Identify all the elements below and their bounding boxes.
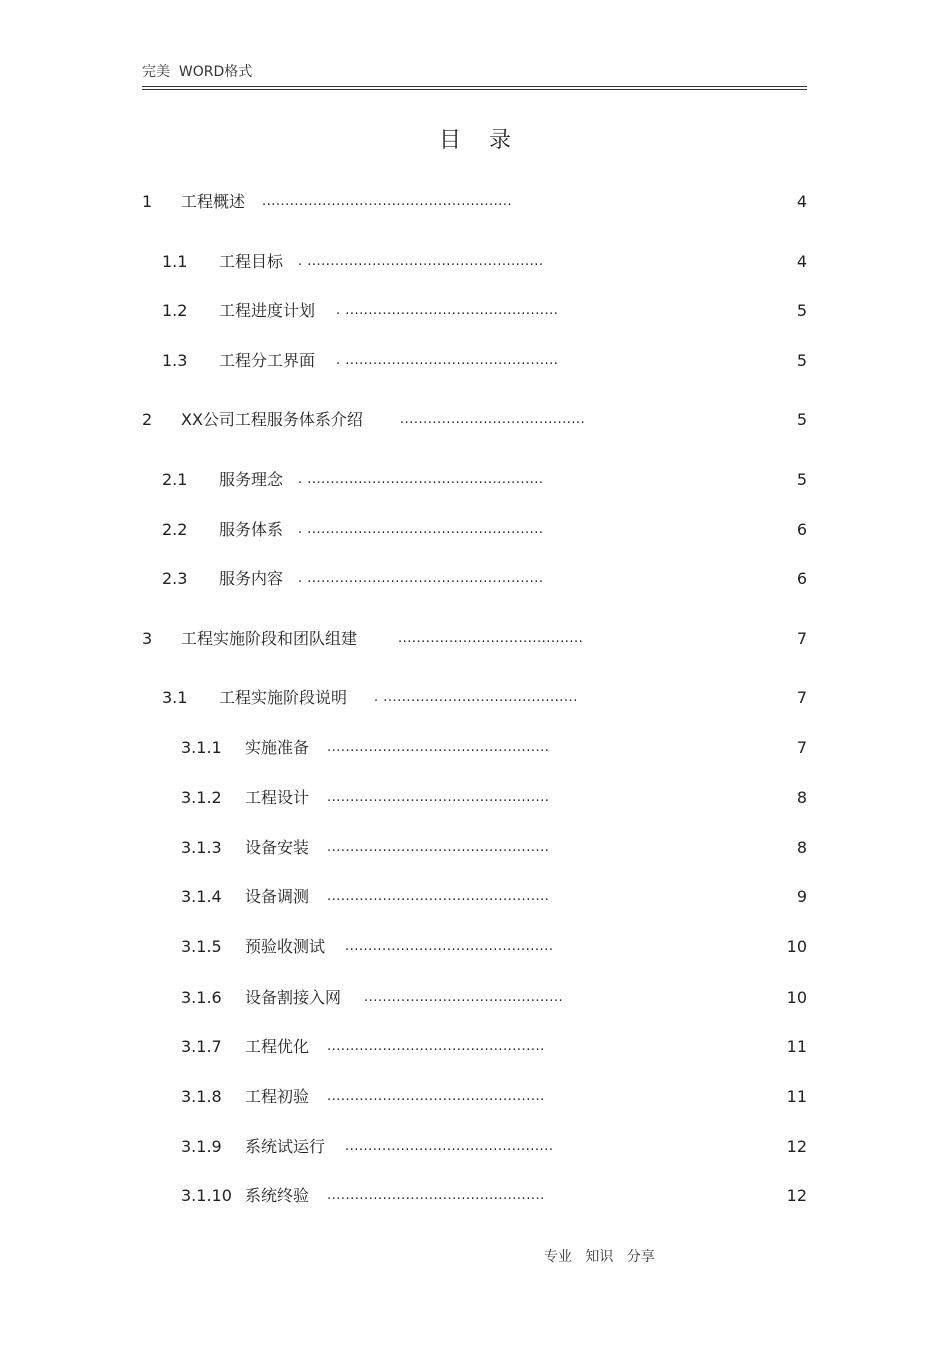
toc-entry-page: 8 (796, 838, 807, 857)
toc-entry[interactable] (0, 836, 950, 860)
toc-entry-page: 5 (796, 470, 807, 489)
toc-entry-title: 工程概述 (181, 192, 246, 211)
toc-entry-page: 11 (786, 1037, 807, 1056)
toc-entry-number: 3.1.4 (181, 887, 222, 906)
toc-entry-page: 5 (796, 301, 807, 320)
toc-entry-title: 系统终验 (245, 1186, 310, 1205)
toc-title: 目录 (438, 128, 539, 153)
toc-entry-number: 3.1.5 (181, 937, 222, 956)
toc-entry-number: 1.2 (162, 301, 188, 320)
toc-entry[interactable] (0, 250, 950, 274)
toc-entry-page: 7 (796, 738, 807, 757)
toc-entry-title: 服务体系 (219, 520, 284, 539)
toc-entry[interactable] (0, 1035, 950, 1059)
toc-entry-title: 设备调测 (245, 887, 310, 906)
toc-entry[interactable] (0, 786, 950, 810)
toc-entry-title: 工程目标 (219, 252, 284, 271)
toc-entry-title: XX公司工程服务体系介绍 (181, 410, 363, 429)
toc-entry[interactable] (0, 986, 950, 1010)
toc-entry-page: 11 (786, 1087, 807, 1106)
toc-entry-leader: . ................................................... (298, 571, 544, 586)
toc-entry-title: 工程进度计划 (219, 301, 316, 320)
toc-entry-title: 工程初验 (245, 1087, 310, 1106)
toc-entry-leader: . ................................................... (298, 254, 544, 269)
toc-entry-leader: . .............................................. (336, 353, 559, 368)
toc-entry-number: 2 (142, 410, 153, 429)
toc-entry[interactable] (0, 468, 950, 492)
toc-entry-leader: ............................................. (345, 939, 554, 954)
header-rule (142, 86, 807, 90)
toc-entry-page: 4 (796, 192, 807, 211)
toc-entry-number: 3 (142, 629, 153, 648)
toc-entry-number: 3.1.3 (181, 838, 222, 857)
toc-entry[interactable] (0, 736, 950, 760)
toc-entry-number: 3.1.7 (181, 1037, 222, 1056)
toc-entry[interactable] (0, 1184, 950, 1208)
toc-entry-page: 10 (786, 937, 807, 956)
toc-entry-page: 4 (796, 252, 807, 271)
toc-entry-page: 8 (796, 788, 807, 807)
toc-entry-title: 工程优化 (245, 1037, 310, 1056)
toc-entry-number: 3.1.1 (181, 738, 222, 757)
toc-entry-page: 7 (796, 688, 807, 707)
toc-entry-leader: ............................................... (327, 1039, 545, 1054)
toc-entry[interactable] (0, 567, 950, 591)
toc-entry-page: 6 (796, 520, 807, 539)
toc-entry[interactable] (0, 885, 950, 909)
toc-entry-leader: ................................................ (327, 790, 550, 805)
toc-entry-page: 12 (786, 1186, 807, 1205)
toc-entry-leader: ............................................... (327, 1188, 545, 1203)
toc-entry-leader: ............................................... (327, 1089, 545, 1104)
toc-entry-title: 工程实施阶段说明 (219, 688, 348, 707)
toc-entry-title: 服务内容 (219, 569, 284, 588)
toc-entry-number: 3.1.2 (181, 788, 222, 807)
toc-entry-title: 设备安装 (245, 838, 310, 857)
toc-entry-page: 6 (796, 569, 807, 588)
toc-entry[interactable] (0, 1135, 950, 1159)
toc-entry-number: 2.2 (162, 520, 188, 539)
toc-entry-title: 实施准备 (245, 738, 310, 757)
toc-entry-leader: . ................................................... (298, 472, 544, 487)
header-text: 完美 WORD格式 (142, 64, 253, 80)
toc-entry[interactable] (0, 686, 950, 710)
toc-entry-number: 3.1.8 (181, 1087, 222, 1106)
toc-entry-leader: ........................................... (364, 990, 564, 1005)
toc-entry[interactable] (0, 627, 950, 651)
toc-entry-leader: . .......................................... (374, 690, 578, 705)
footer-text: 专业 知识 分享 (544, 1249, 655, 1265)
toc-entry-title: 预验收测试 (245, 937, 326, 956)
toc-entry-leader: ........................................ (398, 631, 584, 646)
toc-entry-title: 工程设计 (245, 788, 310, 807)
toc-entry-leader: ................................................ (327, 889, 550, 904)
toc-entry-leader: . .............................................. (336, 303, 559, 318)
toc-entry-number: 1 (142, 192, 153, 211)
toc-entry-leader: . ................................................... (298, 522, 544, 537)
toc-entry[interactable] (0, 935, 950, 959)
toc-entry-number: 3.1 (162, 688, 188, 707)
toc-entry-number: 1.1 (162, 252, 188, 271)
toc-entry-title: 工程实施阶段和团队组建 (181, 629, 358, 648)
toc-entry-number: 1.3 (162, 351, 188, 370)
toc-entry-page: 7 (796, 629, 807, 648)
toc-entry-number: 3.1.6 (181, 988, 222, 1007)
toc-entry-leader: ............................................. (345, 1139, 554, 1154)
toc-entry-leader: ................................................ (327, 740, 550, 755)
toc-entry[interactable] (0, 349, 950, 373)
toc-entry[interactable] (0, 518, 950, 542)
toc-entry[interactable] (0, 408, 950, 432)
toc-entry-page: 9 (796, 887, 807, 906)
toc-entry-title: 服务理念 (219, 470, 284, 489)
toc-entry[interactable] (0, 299, 950, 323)
toc-entry-title: 设备割接入网 (245, 988, 342, 1007)
toc-entry[interactable] (0, 1085, 950, 1109)
toc-entry-page: 5 (796, 351, 807, 370)
toc-entry[interactable] (0, 190, 950, 214)
toc-entry-leader: ................................................ (327, 840, 550, 855)
toc-entry-leader: ...................................................... (262, 194, 513, 209)
toc-entry-page: 5 (796, 410, 807, 429)
toc-entry-number: 3.1.10 (181, 1186, 232, 1205)
toc-entry-number: 2.3 (162, 569, 188, 588)
toc-entry-number: 3.1.9 (181, 1137, 222, 1156)
toc-entry-leader: ........................................ (400, 412, 586, 427)
toc-entry-number: 2.1 (162, 470, 188, 489)
toc-entry-page: 10 (786, 988, 807, 1007)
toc-entry-title: 系统试运行 (245, 1137, 326, 1156)
toc-entry-title: 工程分工界面 (219, 351, 316, 370)
toc-entry-page: 12 (786, 1137, 807, 1156)
